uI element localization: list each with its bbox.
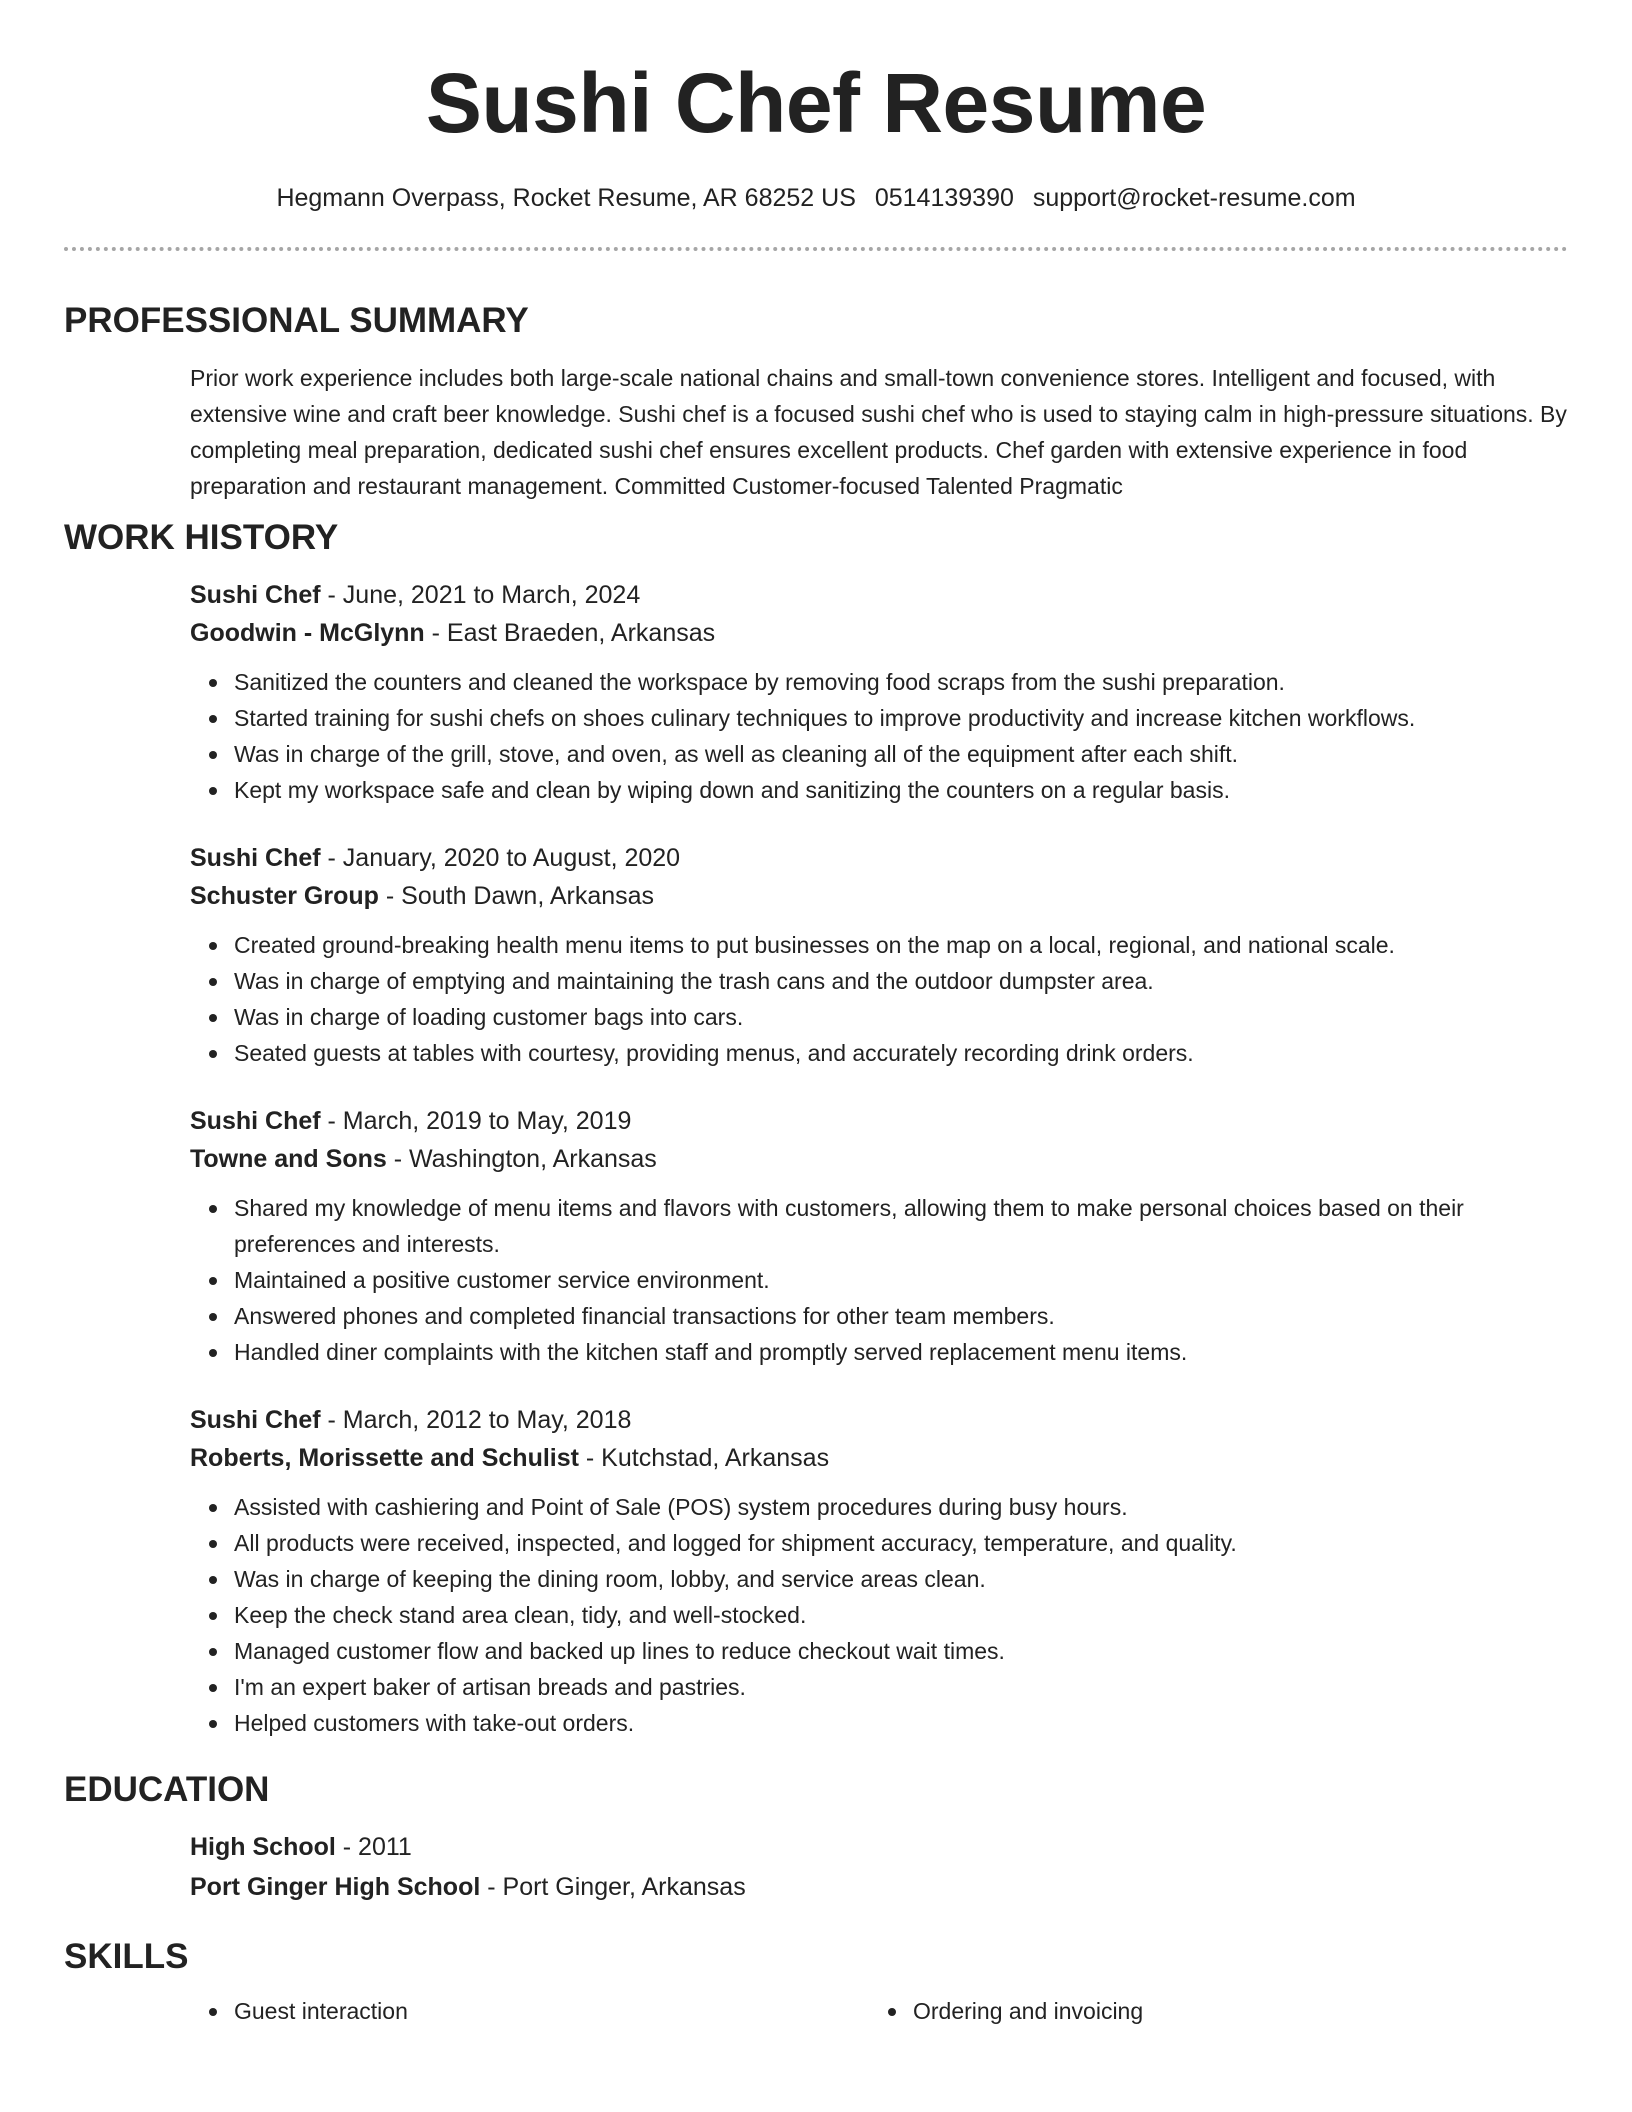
education-heading: EDUCATION — [64, 1770, 270, 1809]
job-location: - Washington, Arkansas — [386, 1145, 657, 1173]
education-year: - 2011 — [335, 1833, 412, 1861]
job-location: - Kutchstad, Arkansas — [578, 1444, 830, 1472]
job-dates: - March, 2019 to May, 2019 — [320, 1107, 632, 1135]
skills-column-right — [869, 1993, 1548, 2029]
list-item: Assisted with cashiering and Point of Sale (POS) system procedures during busy hours. — [234, 1489, 1568, 1525]
job-duties — [190, 664, 1568, 808]
skills-column-left — [190, 1993, 869, 2029]
resume-title: Sushi Chef Resume — [425, 56, 1207, 150]
list-item: Shared my knowledge of menu items and flavors with customers, allowing them to make personal choices based on their preferences and interests. — [234, 1190, 1568, 1262]
job-duties — [190, 1190, 1568, 1370]
list-item: Started training for sushi chefs on shoes culinary techniques to improve productivity and increase kitchen workflows. — [234, 700, 1568, 736]
resume-page — [64, 0, 1568, 2029]
job-title: Sushi Chef — [190, 1406, 321, 1434]
job-company: Schuster Group — [190, 882, 379, 910]
job-title: Sushi Chef — [190, 1107, 321, 1135]
contact-line — [64, 183, 1568, 213]
job-entry — [190, 839, 1568, 1071]
job-company-line — [190, 1439, 1568, 1477]
contact-email: support@rocket-resume.com — [1032, 184, 1356, 212]
list-item: Sanitized the counters and cleaned the workspace by removing food scraps from the sushi preparation. — [234, 664, 1568, 700]
job-dates: - June, 2021 to March, 2024 — [320, 581, 641, 609]
list-item: Was in charge of loading customer bags into cars. — [234, 999, 1568, 1035]
skills-heading: SKILLS — [64, 1937, 189, 1976]
job-title-line — [190, 1102, 1568, 1140]
list-item: Helped customers with take-out orders. — [234, 1705, 1568, 1741]
job-company: Goodwin - McGlynn — [190, 619, 425, 647]
list-item: Was in charge of keeping the dining room, lobby, and service areas clean. — [234, 1561, 1568, 1597]
contact-address: Hegmann Overpass, Rocket Resume, AR 68252 US — [276, 184, 856, 212]
work-history-heading: WORK HISTORY — [64, 518, 339, 557]
contact-phone: 0514139390 — [874, 184, 1014, 212]
list-item: I'm an expert baker of artisan breads and pastries. — [234, 1669, 1568, 1705]
job-location: - East Braeden, Arkansas — [424, 619, 716, 647]
job-company-line — [190, 614, 1568, 652]
job-company: Towne and Sons — [190, 1145, 387, 1173]
education-degree: High School — [190, 1833, 336, 1861]
skills-grid — [190, 1993, 1568, 2029]
job-entry — [190, 1102, 1568, 1370]
work-history-list — [190, 576, 1568, 1741]
skill-item: Ordering and invoicing — [913, 1993, 1548, 2029]
header-divider — [64, 247, 1568, 251]
list-item: Managed customer flow and backed up lines to reduce checkout wait times. — [234, 1633, 1568, 1669]
list-item: Keep the check stand area clean, tidy, and well-stocked. — [234, 1597, 1568, 1633]
job-title-line — [190, 839, 1568, 877]
job-duties — [190, 1489, 1568, 1741]
list-item: All products were received, inspected, and logged for shipment accuracy, temperature, and quality. — [234, 1525, 1568, 1561]
list-item: Kept my workspace safe and clean by wiping down and sanitizing the counters on a regular basis. — [234, 772, 1568, 808]
job-company-line — [190, 877, 1568, 915]
job-title-line — [190, 1401, 1568, 1439]
list-item: Handled diner complaints with the kitchen staff and promptly served replacement menu items. — [234, 1334, 1568, 1370]
list-item: Maintained a positive customer service environment. — [234, 1262, 1568, 1298]
education-school: Port Ginger High School — [190, 1873, 481, 1901]
job-entry — [190, 576, 1568, 808]
job-company: Roberts, Morissette and Schulist — [190, 1444, 579, 1472]
job-title: Sushi Chef — [190, 844, 321, 872]
job-entry — [190, 1401, 1568, 1741]
education-school-line — [190, 1868, 1568, 1906]
job-location: - South Dawn, Arkansas — [378, 882, 655, 910]
job-dates: - January, 2020 to August, 2020 — [320, 844, 681, 872]
job-title: Sushi Chef — [190, 581, 321, 609]
summary-text: Prior work experience includes both large-scale national chains and small-town convenience stores. Intelligent and focused, with extensive wine and craft beer knowledge. Sushi chef is a focused sushi chef who is used to staying calm in high-pressure situations. By completing meal preparation, dedicated sushi chef ensures excellent products. Chef garden with extensive experience in food preparation and restaurant management. Committed Customer-focused Talented Pragmatic — [190, 365, 1567, 499]
job-dates: - March, 2012 to May, 2018 — [320, 1406, 632, 1434]
education-location: - Port Ginger, Arkansas — [480, 1873, 746, 1901]
list-item: Answered phones and completed financial transactions for other team members. — [234, 1298, 1568, 1334]
job-company-line — [190, 1140, 1568, 1178]
job-title-line — [190, 576, 1568, 614]
education-entry — [190, 1828, 1568, 1906]
summary-heading: PROFESSIONAL SUMMARY — [64, 301, 529, 340]
list-item: Was in charge of the grill, stove, and oven, as well as cleaning all of the equipment after each shift. — [234, 736, 1568, 772]
list-item: Created ground-breaking health menu items to put businesses on the map on a local, regional, and national scale. — [234, 927, 1568, 963]
job-duties — [190, 927, 1568, 1071]
skills-section — [190, 1993, 1568, 2029]
education-degree-line — [190, 1828, 1568, 1866]
list-item: Seated guests at tables with courtesy, providing menus, and accurately recording drink orders. — [234, 1035, 1568, 1071]
skill-item: Guest interaction — [234, 1993, 869, 2029]
list-item: Was in charge of emptying and maintaining the trash cans and the outdoor dumpster area. — [234, 963, 1568, 999]
